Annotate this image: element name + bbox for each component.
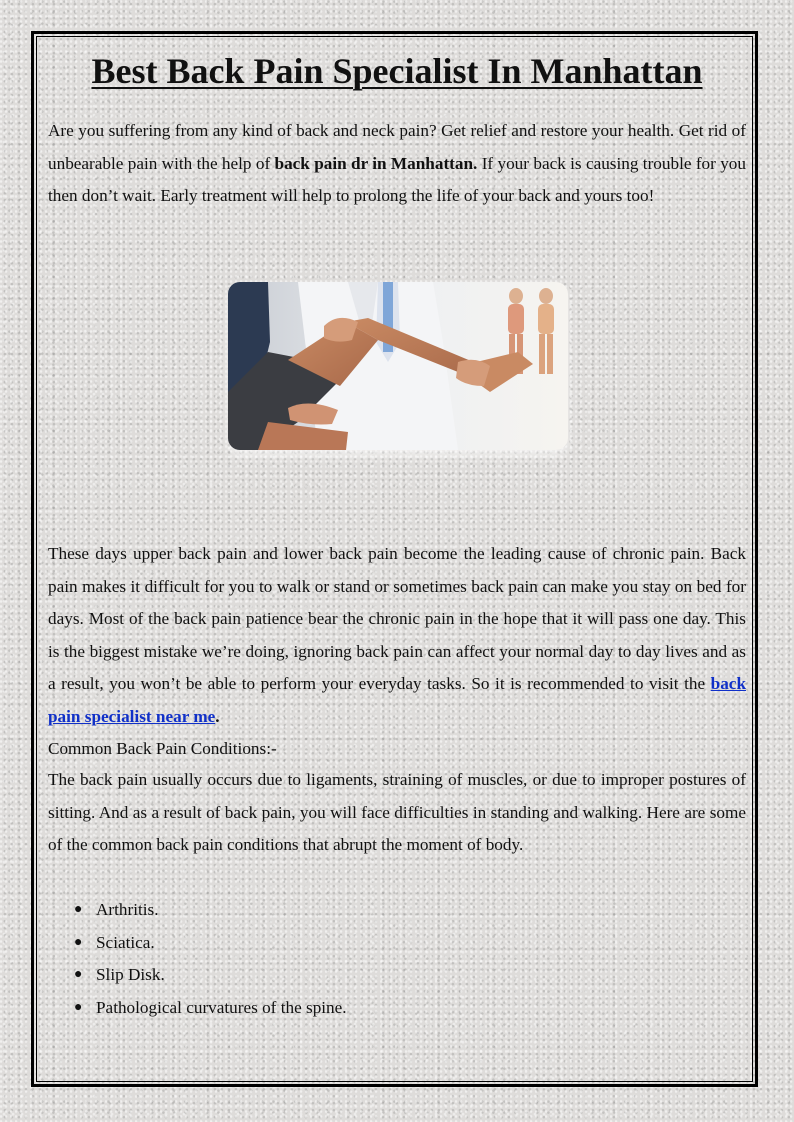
conditions-list	[48, 894, 746, 1024]
intro-bold-phrase: back pain dr in Manhattan.	[274, 153, 478, 173]
list-item	[48, 959, 746, 992]
bullet-icon: ●	[74, 999, 83, 1015]
list-item-text: Arthritis.	[96, 900, 159, 919]
intro-text-end: If your back is causing trouble for you then don’t wait. Early treatment will help to prolong the life of your back and yours too!	[48, 153, 746, 206]
list-item	[48, 927, 746, 960]
section-heading: Common Back Pain Conditions:-	[48, 739, 277, 758]
bullet-icon: ●	[74, 967, 83, 983]
doctor-examining-leg-photo	[228, 282, 568, 450]
back-pain-specialist-link[interactable]: back pain specialist near me	[48, 674, 746, 726]
page-title-text: Best Back Pain Specialist In Manhattan	[91, 51, 703, 91]
list-item	[48, 992, 746, 1025]
body-paragraph	[48, 538, 746, 734]
intro-text-start: Are you suffering from any kind of back and neck pain? Get relief and restore your health. Get rid of unbearable pain with the help of	[48, 121, 746, 173]
conditions-intro-paragraph: The back pain usually occurs due to ligaments, straining of muscles, or due to improper postures of sitting. And as a result of back pain, you will face difficulties in standing and walking. Here are some of the common back pain conditions that abrupt the moment of body.	[48, 770, 746, 855]
link-suffix: .	[215, 706, 220, 726]
list-item	[48, 894, 746, 927]
list-item-text: Slip Disk.	[96, 965, 165, 985]
page-title	[48, 48, 746, 94]
body-text: These days upper back pain and lower back pain become the leading cause of chronic pain. Back pain makes it difficult for you to walk or stand or sometimes back pain can make you stay on bed for days. Most of the back pain patience bear the chronic pain in the hope that it will pass one day. This is the biggest mistake we’re doing, ignoring back pain can affect your normal day to day lives and as a result, you won’t be able to perform your everyday tasks. So it is recommended to visit the	[48, 544, 746, 694]
bullet-icon: ●	[74, 934, 83, 950]
intro-paragraph	[48, 115, 746, 213]
bullet-icon: ●	[74, 902, 83, 917]
list-item-text: Pathological curvatures of the spine.	[96, 997, 347, 1017]
list-item-text: Sciatica.	[96, 932, 155, 952]
